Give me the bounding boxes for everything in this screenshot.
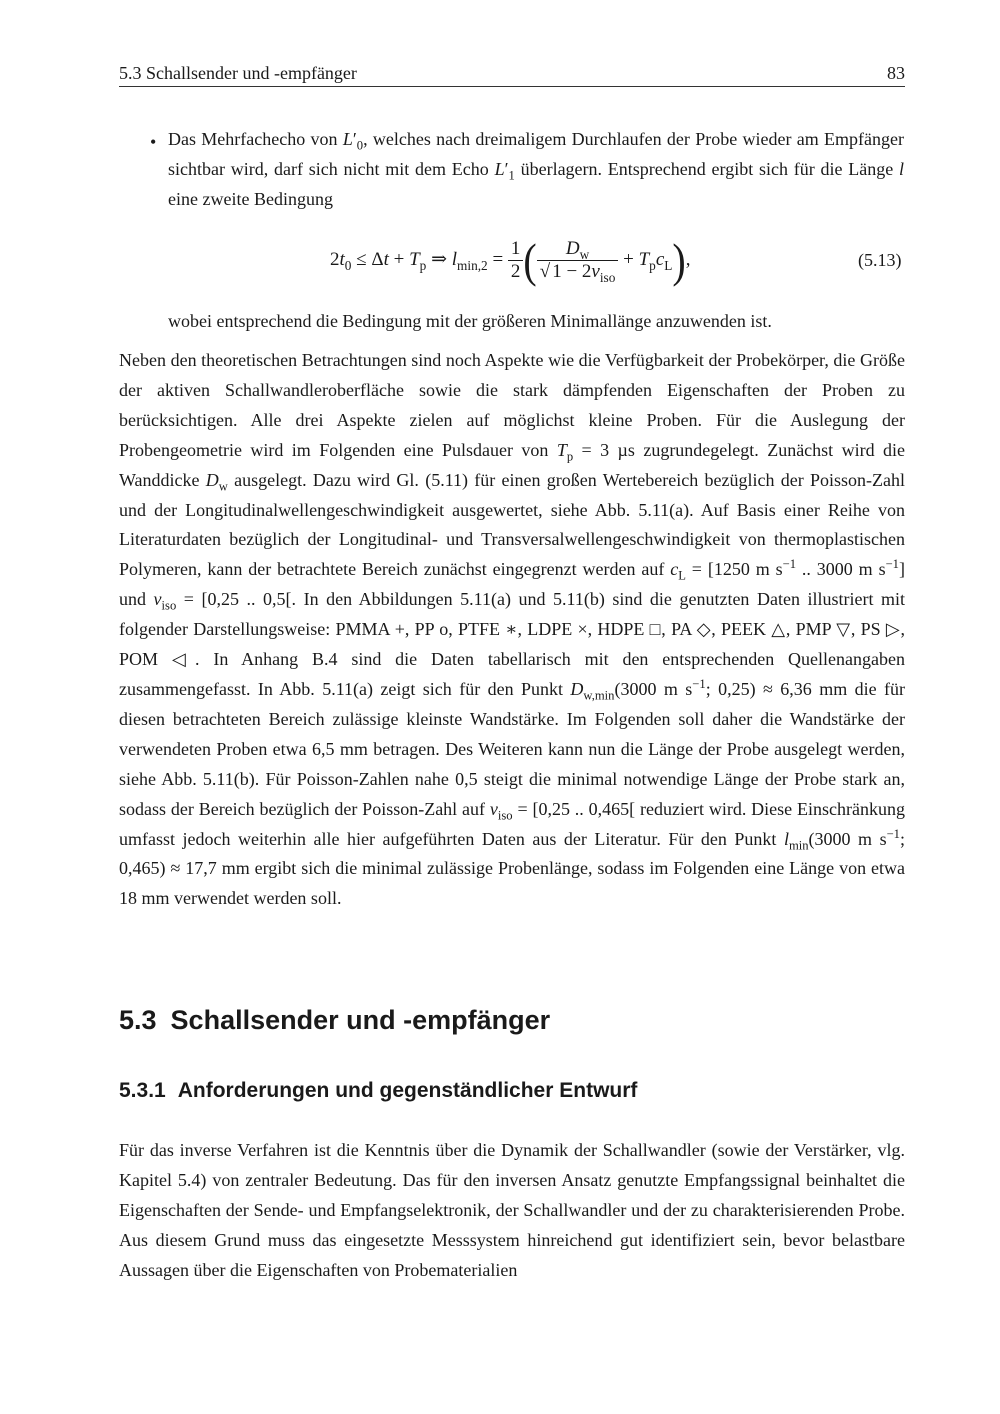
page-number: 83 [887, 63, 905, 83]
running-header [119, 60, 905, 87]
subsection-heading: 5.3.1 Anforderungen und gegenständlicher Entwurf [119, 1079, 638, 1102]
equation-5-13: $2t_0 \le \Delta t + T_p$ ⇒ $l_{min,2}$ = $\frac{1}{2}$ ( $\frac{D_w}{√ 1 - 2\nu_{iso}}$ + $T_pc_L$), [330, 233, 691, 288]
equation-number: (5.13) [858, 250, 902, 270]
body-paragraph-2: Für das inverse Verfahren ist die Kenntnis über die Dynamik der Schallwandler (sowie der Verstärker, vlg. Kapitel 5.4) von zentraler Bedeutung. Das für den inversen Ansatz genutzte Empfangssignal beinhaltet die Eigenschaften der Sende- und Empfangselektronik, der Schallwandler und der zu charakterisierenden Probe. Aus diesem Grund muss das eingesetzte Messsystem hinreichend gut identifiziert sein, bevor belastbare Aussagen über die Eigenschaften von Probematerialien [119, 1140, 905, 1280]
bullet-item-text: Das Mehrfachecho von $L'_0$, welches nach dreimaligem Durchlaufen der Probe wieder am Empfänger sichtbar wird, darf sich nicht mit dem Echo $L'_1$ überlagern. Entsprechend ergibt sich für die Länge l eine zweite Bedingung [168, 129, 905, 209]
header-section-title: 5.3 Schallsender und -empfänger [119, 63, 357, 83]
bullet-continuation-text: wobei entsprechend die Bedingung mit der größeren Minimallänge anzuwenden ist. [168, 311, 772, 331]
bullet-marker: • [150, 132, 157, 152]
section-heading: 5.3 Schallsender und -empfänger [119, 1005, 551, 1035]
body-paragraph-1: Neben den theoretischen Betrachtungen sind noch Aspekte wie die Verfügbarkeit der Probekörper, die Größe der aktiven Schallwandleroberfläche sowie die stark dämpfenden Eigenschaften der Proben zu berücksichtigen. Alle drei Aspekte zielen auf möglichst kleine Proben. Für die Auslegung der Probengeometrie wird im Folgenden eine Pulsdauer von $T_p = 3$ µs zugrundegelegt. Zunächst wird die Wanddicke $D_w$ ausgelegt. Dazu wird Gl. (5.11) für einen großen Wertebereich bezüglich der Poisson-Zahl und der Longitudinalwellengeschwindigkeit ausgewertet, siehe Abb. 5.11(a). Auf Basis einer Reihe von Literaturdaten bezüglich der Longitudinal- und Transversalwellengeschwindigkeit von thermoplastischen Polymeren, kann der betrachtete Bereich zunächst eingegrenzt werden auf $c_L = [1250$ m $s^{-1}$ .. 3000 m $s^{-1}$] und $\nu_{iso} = [0,25$ .. 0,5[. In den Abbildungen 5.11(a) und 5.11(b) sind die genutzten Daten illustriert mit folgender Darstellungsweise: PMMA +, PP o, PTFE ∗, LDPE ×, HDPE □, PA ◇, PEEK △, PMP ▽, PS ▷, POM ◁. In Anhang B.4 sind die Daten tabellarisch mit den entsprechenden Quellenangaben zusammengefasst. In Abb. 5.11(a) zeigt sich für den Punkt $D_{w,min}(3000$ m $s^{-1}$; 0,25) ≈ 6,36 mm die für diesen betrachteten Bereich zulässige kleinste Wandstärke. Im Folgenden soll daher die Wandstärke der verwendeten Proben etwa 6,5 mm betragen. Des Weiteren kann nun die Länge der Probe ausgelegt werden, siehe Abb. 5.11(b). Für Poisson-Zahlen nahe 0,5 steigt die minimal notwendige Länge der Probe stark an, sodass der Bereich bezüglich der Poisson-Zahl auf $\nu_{iso} = [0,25$ .. 0,465[ reduziert wird. Diese Einschränkung umfasst jedoch weiterhin alle hier aufgeführten Daten aus der Literatur. Für den Punkt $l_{min}(3000$ m $s^{-1}$; 0,465) ≈ 17,7 mm ergibt sich die minimal zulässige Probenlänge, sodass im Folgenden eine Länge von etwa 18 mm verwendet werden soll. [119, 350, 906, 909]
